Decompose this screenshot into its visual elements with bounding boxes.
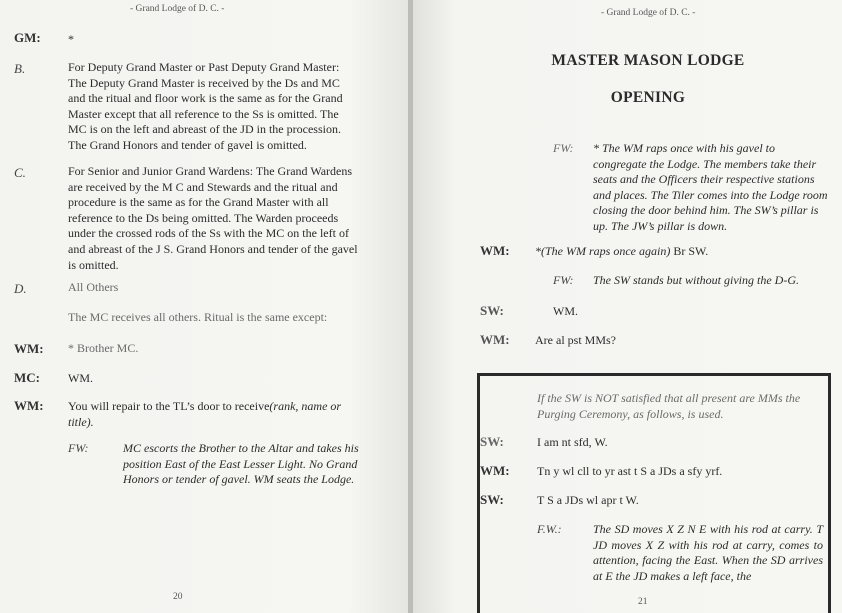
wm-line-2-italic: (rank, name or title).	[68, 399, 342, 429]
speaker-label-wm-3: WM:	[480, 463, 510, 478]
fw-label-3: F.W.:	[537, 522, 562, 536]
speaker-label-sw-3: SW:	[480, 492, 504, 507]
fw-label-2: FW:	[553, 273, 574, 287]
page-header: - Grand Lodge of D. C. -	[601, 8, 696, 18]
sw-line-1: WM.	[553, 304, 578, 318]
speaker-label-gm: GM:	[14, 30, 41, 45]
gm-line: *	[68, 32, 74, 46]
speaker-label-sw-2: SW:	[480, 434, 504, 449]
section-label-b: B.	[14, 61, 26, 76]
mc-line: WM.	[68, 371, 93, 385]
wm-line-2: Are al pst MMs?	[535, 333, 616, 347]
fw-label: FW:	[68, 441, 89, 455]
wm-line-3: Tn y wl cll to yr ast t S a JDs a sfy yrf.	[537, 464, 723, 478]
speaker-label-wm-2: WM:	[14, 398, 44, 413]
section-b-text: For Deputy Grand Master or Past Deputy Grand Master: The Deputy Grand Master is received by the Ds and MC and the ritual and floor work is the same as for the Grand Master except that all reference to the Ss is omitted. The MC is on the left and abreast of the JD in the procession. The Grand Honors and tender of gavel is omitted.	[68, 60, 343, 152]
wm-line-1-italic: *(The WM raps once again)	[535, 244, 671, 258]
speaker-label-wm-2: WM:	[480, 332, 510, 347]
speaker-label-sw: SW:	[480, 303, 504, 318]
fw-direction-text: MC escorts the Brother to the Altar and takes his position East of the East Lesser Light. No Grand Honors or tender of gavel. WM seats the Lodge.	[123, 441, 359, 487]
page-title: MASTER MASON LODGE	[551, 52, 745, 69]
speaker-label-wm: WM:	[14, 341, 44, 356]
sw-line-2: I am nt sfd, W.	[537, 435, 608, 449]
wm-line-1-text: Br SW.	[673, 244, 709, 258]
box-intro-text: If the SW is NOT satisfied that all present are MMs the Purging Ceremony, as follows, is used.	[537, 391, 801, 421]
section-d-title: All Others	[68, 280, 119, 294]
speaker-label-mc: MC:	[14, 370, 40, 385]
page-number: 21	[638, 597, 648, 607]
page-number: 20	[173, 592, 183, 602]
fw-direction-2: The SW stands but without giving the D-G.	[593, 273, 799, 287]
section-c-text: For Senior and Junior Grand Wardens: The Grand Wardens are received by the M C and Stewards and the ritual and procedure is the same as for the Grand Master with all reference to the Ds being omitted. The Warden proceeds under the crossed rods of the Ss with the MC on the left of and abreast of the J S. Grand Honors and tender of the gavel is omitted.	[68, 164, 358, 272]
wm-line-2	[68, 399, 360, 430]
fw-label-1: FW:	[553, 141, 574, 155]
section-label-d: D.	[14, 281, 27, 296]
fw-direction-1: * The WM raps once with his gavel to congregate the Lodge. The members take their seats and the Officers their respective stations and places. The Tiler comes into the Lodge room closing the door behind him. The SW’s pillar is up. The JW’s pillar is down.	[593, 141, 828, 233]
section-d-text: The MC receives all others. Ritual is the same except:	[68, 310, 328, 324]
wm-line-1	[535, 244, 708, 260]
page-header: - Grand Lodge of D. C. -	[130, 4, 225, 14]
right-page	[413, 0, 842, 613]
section-label-c: C.	[14, 165, 26, 180]
page-subtitle: OPENING	[610, 89, 686, 106]
sw-line-3: T S a JDs wl apr t W.	[537, 493, 639, 507]
wm-line-2-text: You will repair to the TL’s door to receive	[68, 399, 270, 413]
wm-line-1: * Brother MC.	[68, 341, 139, 355]
speaker-label-wm: WM:	[480, 243, 510, 258]
left-page	[0, 0, 410, 613]
fw-direction-3: The SD moves X Z N E with his rod at carry. T JD moves X Z with his rod at carry, comes to attention, facing the East. When the SD arrives at E the JD makes a left face, the	[593, 522, 823, 583]
